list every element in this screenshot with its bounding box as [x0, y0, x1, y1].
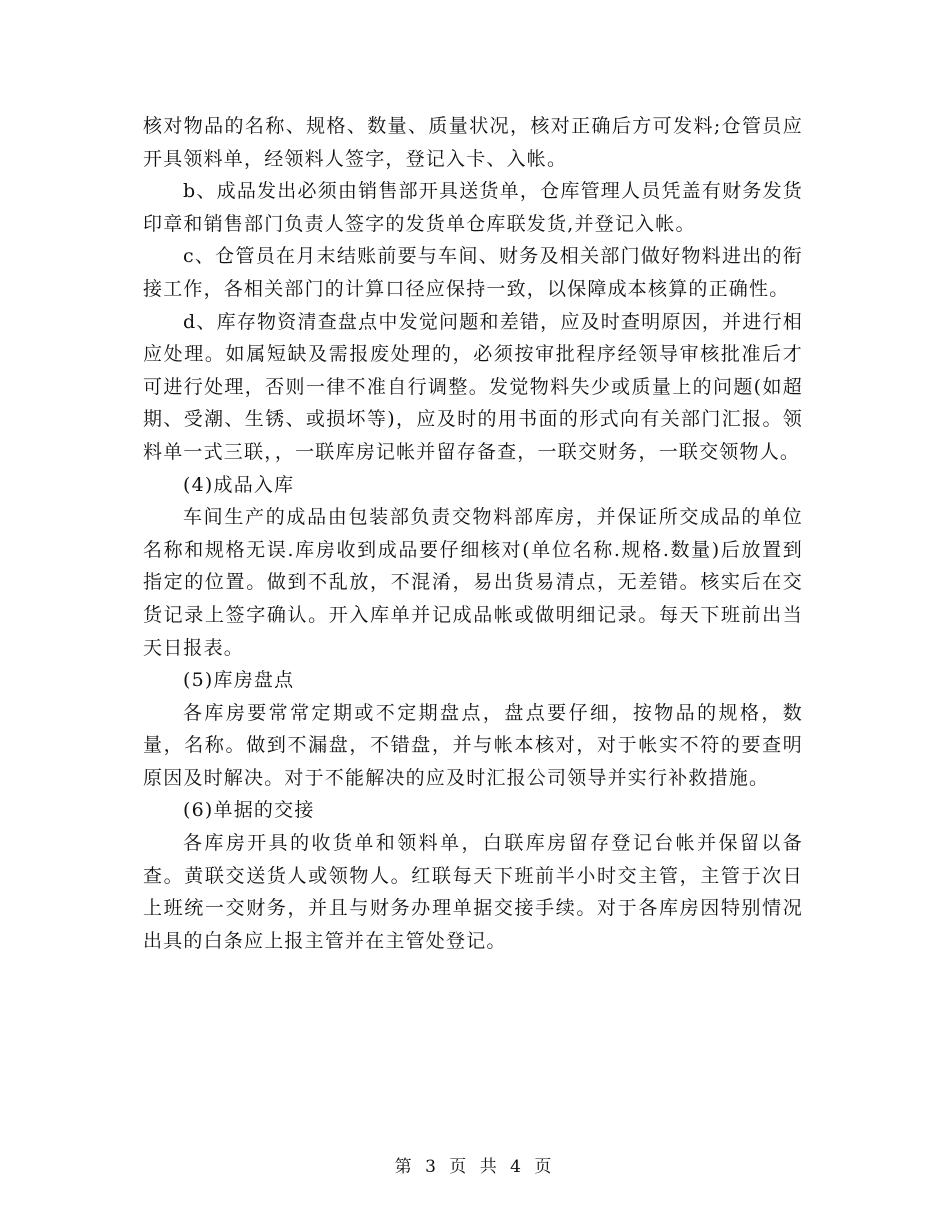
- paragraph-finished-goods-inbound: 车间生产的成品由包装部负责交物料部库房，并保证所交成品的单位名称和规格无误.库房收到成品要仔细核对(单位名称.规格.数量)后放置到指定的位置。做到不乱放，不混淆，易出货易清点，无差错。核实后在交货记录上签字确认。开入库单并记成品帐或做明细记录。每天下班前出当天日报表。: [143, 506, 803, 659]
- section-heading-document-handover: (6)单据的交接: [183, 799, 315, 822]
- section-heading-finished-goods-inbound: (4)成品入库: [183, 473, 295, 496]
- paragraph-month-end-reconciliation: c、仓管员在月末结账前要与车间、财务及相关部门做好物料进出的衔接工作，各相关部门的计算口径应保持一致，以保障成本核算的正确性。: [143, 245, 803, 300]
- paragraph-document-handover: 各库房开具的收货单和领料单，白联库房留存登记台帐并保留以备查。黄联交送货人或领物人。红联每天下班前半小时交主管，主管于次日上班统一交财务，并且与财务办理单据交接手续。对于各库房因特别情况出具的白条应上报主管并在主管处登记。: [143, 832, 803, 952]
- document-body: [143, 110, 803, 957]
- paragraph-issue-verification: 核对物品的名称、规格、数量、质量状况，核对正确后方可发料;仓管员应开具领料单，经领料人签字，登记入卡、入帐。: [143, 115, 803, 170]
- paragraph-warehouse-stocktake: 各库房要常常定期或不定期盘点，盘点要仔细，按物品的规格，数量，名称。做到不漏盘，不错盘，并与帐本核对，对于帐实不符的要查明原因及时解决。对于不能解决的应及时汇报公司领导并实行补救措施。: [143, 701, 803, 789]
- paragraph-inventory-discrepancy: d、库存物资清查盘点中发觉问题和差错，应及时查明原因，并进行相应处理。如属短缺及需报废处理的，必须按审批程序经领导审核批准后才可进行处理，否则一律不准自行调整。发觉物料失少或质量上的问题(如超期、受潮、生锈、或损坏等)，应及时的用书面的形式向有关部门汇报。领料单一式三联，，一联库房记帐并留存备查，一联交财务，一联交领物人。: [143, 310, 803, 463]
- page-number-footer: 第 3 页 共 4 页: [394, 1157, 556, 1177]
- paragraph-finished-goods-dispatch: b、成品发出必须由销售部开具送货单，仓库管理人员凭盖有财务发货印章和销售部门负责人签字的发货单仓库联发货,并登记入帐。: [143, 180, 803, 235]
- section-heading-warehouse-stocktake: (5)库房盘点: [183, 669, 295, 692]
